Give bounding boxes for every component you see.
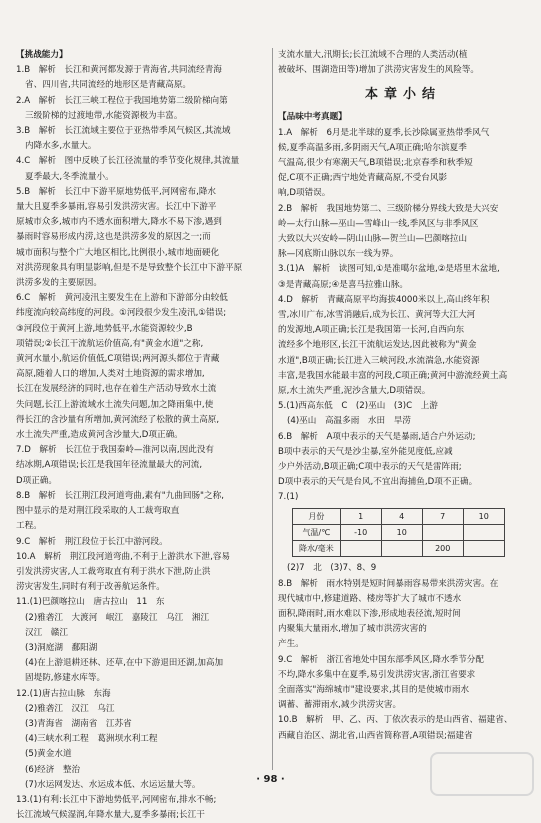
table-cell: 月份 [293,508,341,524]
table-cell: 7 [422,508,463,524]
text-line: 水道",B项正确;长江进入三峡河段,水流湍急,水能资源 [278,355,480,366]
text-line: 13.(1)有利:长江中下游地势低平,河网密布,排水不畅; [16,794,217,805]
text-line: 暴雨时容易形成内涝,这也是洪涝多发的原因之一;而 [16,232,211,243]
text-line: (4)三峡水利工程 葛洲坝水利工程 [25,734,158,745]
text-line: 城市面积与整个广大地区相比,比例很小,城市地面硬化 [16,247,220,258]
text-line: 支流水量大,汛期长;长江流域不合理的人类活动(植 [278,50,468,60]
text-line: 9.C 解析 浙江省地处中国东部季风区,降水季节分配 [278,654,484,665]
text-line: 气温高,很少有寒潮天气,B项错误;北京春季和秋季短 [278,158,473,169]
right-column-tail [278,561,528,743]
climate-table [292,508,505,558]
text-line: 现代城市中,修建道路、楼房等扩大了城市不透水 [278,593,462,604]
text-line: 面积,降雨时,雨水难以下渗,形成地表径流,短时间 [278,608,461,619]
text-line: 量大且夏季多暴雨,容易引发洪涝灾害。长江中下游平 [16,202,217,213]
text-line: 5.B 解析 长江中下游平原地势低平,河网密布,降水 [16,186,217,197]
watermark-logo [430,752,534,796]
text-line: 3.(1)A 解析 读图可知,①是准噶尔盆地,②是塔里木盆地, [278,264,500,275]
text-line: (2)雅砻江 大渡河 岷江 嘉陵江 乌江 湘江 [25,612,210,623]
table-cell: 1 [340,508,381,524]
table-cell: -10 [340,524,381,540]
table-cell [381,541,422,557]
text-line: 原城市众多,城市内不透水面积增大,降水不易下渗,遇到 [16,217,222,228]
right-column-intro [278,48,528,78]
text-line: 省、四川省,共同流经的地形区是青藏高原。 [25,80,192,91]
text-line: 项错误;②长江干流航运价值高,有"黄金水道"之称, [16,338,204,349]
table-cell [463,524,504,540]
text-line: B项中表示的天气是沙尘暴,室外能见度低,应减 [278,446,453,457]
text-line: 12.(1)唐古拉山脉 东海 [16,688,111,699]
text-line: ③河段位于黄河上游,地势低平,水能资源较少,B [16,323,193,334]
text-line: 水土流失严重,造成黄河含沙量大,D项正确。 [16,430,183,441]
text-line: 7.(1) [278,492,299,503]
text-line: 脉—冈底斯山脉以东一线为界。 [278,249,399,260]
table-row [293,541,505,557]
text-line: 固堤防,修建水库等。 [25,673,106,684]
text-line: 3.B 解析 长江流域主要位于亚热带季风气候区,其流域 [16,126,231,137]
text-line: 洪涝多发的主要原因。 [16,278,102,289]
text-line: 4.C 解析 图中反映了长江径流量的季节变化规律,其流量 [16,156,240,167]
table-row [293,524,505,540]
text-line: 内聚集大量雨水,增加了城市洪涝灾害的 [278,624,427,635]
text-line: 不均,降水多集中在夏季,易引发洪涝灾害,浙江省要求 [278,669,476,680]
text-line: (3)洞庭湖 鄱阳湖 [25,642,98,653]
text-line: 促,C项不正确;西宁地处青藏高原,不受台风影 [278,173,448,184]
text-line: 8.B 解析 雨水特别是短时间暴雨容易带来洪涝灾害。在 [278,578,499,589]
table-cell: 4 [381,508,422,524]
text-line: 岭—太行山脉—巫山—雪峰山一线,季风区与非季风区 [278,218,479,229]
text-line: 4.D 解析 青藏高原平均海拔4000米以上,高山终年积 [278,294,490,305]
column-divider [272,48,273,770]
page-number: · 98 · [256,774,285,785]
text-line: D项正确。 [16,475,57,486]
table-row [293,508,505,524]
text-line: 西藏自治区、湖北省,山西省简称晋,A项错误;福建省 [278,730,473,741]
text-line: 三级阶梯的过渡地带,水能资源极为丰富。 [25,110,183,121]
table-cell: 10 [381,524,422,540]
text-line: 原,水土流失严重,泥沙含量大,D项错误。 [278,386,431,397]
text-line: 产生。 [278,639,304,650]
text-line: 失问题,长江上游流域水土流失问题,加之降雨集中,使 [16,399,214,410]
text-line: 引发洪涝灾害,人工裁弯取直有利于洪水下泄,防止洪 [16,566,211,577]
text-line: 黄河水量小,航运价值低,C项错误;两河源头都位于青藏 [16,354,220,365]
right-column-body [278,110,528,505]
text-line: 1.B 解析 长江和黄河都发源于青海省,共同流经青海 [16,65,222,76]
text-line: 调蓄、蓄滞雨水,减少洪涝灾害。 [278,700,402,711]
text-line: 6.B 解析 A项中表示的天气是暴雨,适合户外运动; [278,431,476,442]
text-line: 10.A 解析 荆江段河道弯曲,不利于上游洪水下泄,容易 [16,551,231,562]
text-line: 结冰期,A项错误;长江是我国年径流量最大的河流, [16,460,203,471]
text-line: 长江流域气候湿润,年降水量大,夏季多暴雨;长江干 [16,810,205,821]
text-line: (4)在上游退耕还林、还草,在中下游退田还湖,加高加 [25,658,224,669]
text-line: (7)水运网发达、水运成本低、水运运量大等。 [25,779,201,790]
text-line: 6.C 解析 黄河凌汛主要发生在上游和下游部分由较低 [16,293,228,304]
text-line: 5.(1)西高东低 C (2)巫山 (3)C 上游 [278,401,438,412]
text-line: D项中表示的天气是台风,不宜出海捕鱼,D项不正确。 [278,477,478,488]
text-line: 高原,随着人口的增加,人类对土地资源的需求增加, [16,369,205,380]
text-line: 被破坏、围湖造田等)增加了洪涝灾害发生的风险等。 [278,65,480,76]
text-line: 10.B 解析 甲、乙、丙、丁依次表示的是山西省、福建省、 [278,715,513,726]
text-line: (6)经济 整治 [25,764,81,775]
text-line: 雪,冰川广布,冰雪消融后,成为长江、黄河等大江大河 [278,310,476,321]
table-cell [340,541,381,557]
table-cell: 10 [463,508,504,524]
table-cell [463,541,504,557]
text-line: 2.B 解析 我国地势第二、三级阶梯分界线大致是大兴安 [278,203,499,214]
text-line: (5)黄金水道 [25,749,72,760]
text-line: 丰富,是我国水能最丰富的河段,C项正确;黄河中游流经黄土高 [278,370,508,381]
text-line: 响,D项错误。 [278,188,331,199]
text-line: 长江在发展经济的同时,也存在着生产活动导致水土流 [16,384,217,395]
text-line: 2.A 解析 长江三峡工程位于我国地势第二级阶梯向第 [16,95,228,106]
text-line: 候,夏季高温多雨,多阴雨天气,A项正确;哈尔滨夏季 [278,142,467,153]
text-line: 内降水多,水量大。 [25,141,97,152]
text-line: 少户外活动,B项正确;C项中表示的天气是雷阵雨; [278,462,462,473]
text-line: 7.D 解析 长江位于我国秦岭—淮河以南,因此没有 [16,445,215,456]
table-cell: 气温/℃ [293,524,341,540]
table-cell [422,524,463,540]
chapter-title: 本章小结 [364,87,441,103]
table-cell: 降水/毫米 [293,541,341,557]
text-line: 工程。 [16,521,42,532]
text-line: 8.B 解析 长江荆江段河道弯曲,素有"九曲回肠"之称, [16,490,224,501]
text-line: 对洪涝现象具有明显影响,但是不是导致整个长江中下游平原 [16,262,243,273]
text-line: 得长江的含沙量有所增加,黄河流经了松散的黄土高原, [16,414,220,425]
text-line: ③是青藏高原;④是喜马拉雅山脉。 [278,279,409,290]
text-line: (2)7 北 (3)7、8、9 [287,563,377,574]
section-heading: 【挑战能力】 [16,50,68,60]
text-line: (3)青海省 湖南省 江苏省 [25,718,132,729]
text-line: (2)雅砻江 汉江 乌江 [25,703,115,714]
text-line: 涝灾害发生,同时有利于改善航运条件。 [16,582,165,593]
text-line: 1.A 解析 6月是北半球的夏季,长沙除属亚热带季风气 [278,127,490,138]
text-line: 大致以大兴安岭—阴山山脉—贺兰山—巴颜喀拉山 [278,234,468,245]
text-line: 11.(1)巴颜喀拉山 唐古拉山 11 东 [16,597,165,608]
section-heading: 【品味中考真题】 [278,112,347,123]
text-line: 夏季最大,冬季流量小。 [25,171,114,182]
text-line: 9.C 解析 荆江段位于长江中游河段。 [16,536,168,547]
text-line: 图中显示的是对荆江段采取的人工裁弯取直 [16,506,180,517]
text-line: 流经多个地形区,长江干流航运发达,因此被称为"黄金 [278,340,477,351]
text-line: (4)巫山 高温多雨 水田 旱涝 [287,416,411,427]
page [16,48,526,821]
left-column [16,48,266,823]
text-line: 汉江 赣江 [25,627,68,638]
text-line: 的发源地,A项正确;长江是我国第一长河,自西向东 [278,325,465,336]
table-cell: 200 [422,541,463,557]
text-line: 全面落实"海绵城市"建设要求,其目的是使城市雨水 [278,684,470,695]
text-line: 纬度流向较高纬度的河段。①河段很少发生凌汛,①错误; [16,308,227,319]
right-column [278,48,528,744]
